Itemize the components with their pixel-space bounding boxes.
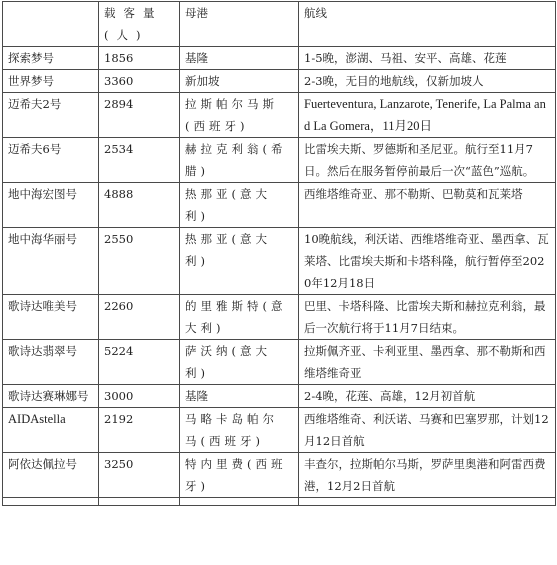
- cell-route: 10晚航线，利沃诺、西维塔维奇亚、墨西拿、瓦莱塔、比雷埃夫斯和卡塔科隆，航行暂停至2020年12月18日: [299, 228, 556, 295]
- cell-port: 基隆: [180, 385, 299, 408]
- cell-port: 拉斯帕尔马斯(西班牙): [180, 93, 299, 138]
- cell-port: 热那亚(意大利): [180, 183, 299, 228]
- table-row: [3, 295, 556, 340]
- cell-capacity: 3250: [99, 453, 180, 498]
- table-row: [3, 183, 556, 228]
- cell-capacity: 1856: [99, 47, 180, 70]
- cell-route: 西维塔维奇、利沃诺、马赛和巴塞罗那，计划12月12日首航: [299, 408, 556, 453]
- cell-capacity: 3000: [99, 385, 180, 408]
- cell-route: 丰查尔，拉斯帕尔马斯，罗萨里奥港和阿雷西费港，12月2日首航: [299, 453, 556, 498]
- cell-ship: 歌诗达赛琳娜号: [3, 385, 99, 408]
- table-row: [3, 408, 556, 453]
- cell-route: 2-4晚，花莲、高雄，12月初首航: [299, 385, 556, 408]
- cell-ship: AIDAstella: [3, 408, 99, 453]
- cell-capacity: 5224: [99, 340, 180, 385]
- header-port: 母港: [180, 2, 299, 47]
- table-row: [3, 138, 556, 183]
- cell-ship: 阿依达佩拉号: [3, 453, 99, 498]
- cell-ship: 地中海华丽号: [3, 228, 99, 295]
- cell-ship: 歌诗达唯美号: [3, 295, 99, 340]
- cell-capacity: 2534: [99, 138, 180, 183]
- header-capacity: 载客量(人): [99, 2, 180, 47]
- cell-capacity: 4888: [99, 183, 180, 228]
- cell-capacity: 2192: [99, 408, 180, 453]
- cell-route: 拉斯佩齐亚、卡利亚里、墨西拿、那不勒斯和西维塔维奇亚: [299, 340, 556, 385]
- cruise-ships-table: [2, 1, 556, 506]
- cell-route: 西维塔维奇亚、那不勒斯、巴勒莫和瓦莱塔: [299, 183, 556, 228]
- cell-port: 赫拉克利翁(希腊): [180, 138, 299, 183]
- cell-ship: 迈希夫6号: [3, 138, 99, 183]
- cell-port: 基隆: [180, 47, 299, 70]
- cell-ship: 迈希夫2号: [3, 93, 99, 138]
- header-route: 航线: [299, 2, 556, 47]
- table-row: [3, 93, 556, 138]
- cell-port: 热那亚(意大利): [180, 228, 299, 295]
- cell-route: 巴里、卡塔科隆、比雷埃夫斯和赫拉克利翁，最后一次航行将于11月7日结束。: [299, 295, 556, 340]
- cell-capacity: 2260: [99, 295, 180, 340]
- cell-port: 新加坡: [180, 70, 299, 93]
- table-row: [3, 70, 556, 93]
- cell-port: 的里雅斯特(意大利): [180, 295, 299, 340]
- cell-ship: 歌诗达翡翠号: [3, 340, 99, 385]
- cell-port: 马略卡岛帕尔马(西班牙): [180, 408, 299, 453]
- table-row: [3, 385, 556, 408]
- cell-route: Fuerteventura, Lanzarote, Tenerife, La Palma and La Gomera，11月20日: [299, 93, 556, 138]
- table-row: [3, 453, 556, 498]
- cell-ship: 探索梦号: [3, 47, 99, 70]
- cell-route: 比雷埃夫斯、罗德斯和圣尼亚。航行至11月7日。然后在服务暂停前最后一次“蓝色”巡航。: [299, 138, 556, 183]
- table-row: [3, 228, 556, 295]
- cell-route: 2-3晚，无目的地航线，仅新加坡人: [299, 70, 556, 93]
- table-header-row: [3, 2, 556, 47]
- cell-capacity: 2550: [99, 228, 180, 295]
- cell-capacity: 3360: [99, 70, 180, 93]
- table-row: [3, 47, 556, 70]
- cell-port: 特内里费(西班牙): [180, 453, 299, 498]
- cell-capacity: 2894: [99, 93, 180, 138]
- header-ship: [3, 2, 99, 47]
- table-row: [3, 340, 556, 385]
- cell-ship: 地中海宏图号: [3, 183, 99, 228]
- cell-port: 萨沃纳(意大利): [180, 340, 299, 385]
- cell-route: 1-5晚，澎湖、马祖、安平、高雄、花莲: [299, 47, 556, 70]
- table-row-empty: [3, 498, 556, 506]
- cell-ship: 世界梦号: [3, 70, 99, 93]
